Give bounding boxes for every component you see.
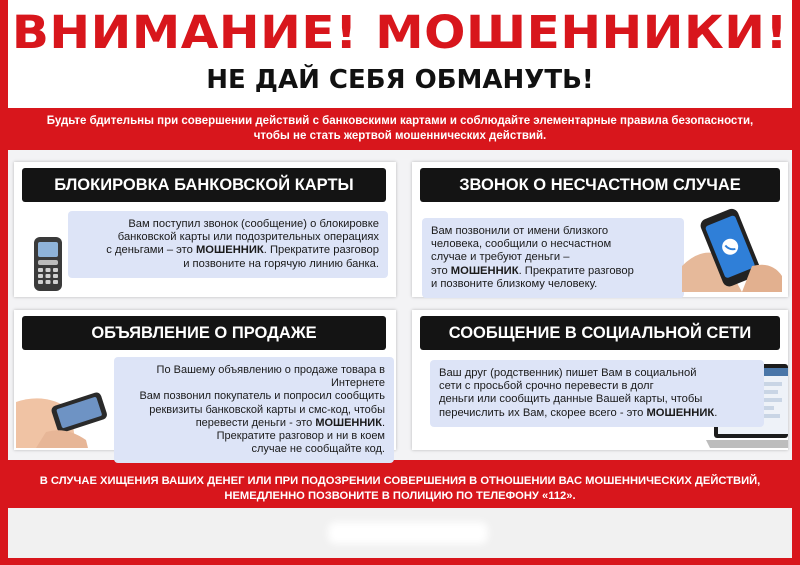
content-area [8,150,792,460]
hands-smartphone-icon [16,382,112,448]
card-title-block-card: БЛОКИРОВКА БАНКОВСКОЙ КАРТЫ [22,168,386,202]
card-title-accident-call: ЗВОНОК О НЕСЧАСТНОМ СЛУЧАЕ [420,168,780,202]
card-text-social-message: Ваш друг (родственник) пишет Вам в социальной сети с просьбой срочно перевести в долг деньги или сообщить данные Вашей карты, чтобы перечислить их Вам, скорее всего - это МОШЕННИК. [430,360,764,427]
feature-phone-icon [32,236,64,292]
page-subtitle: НЕ ДАЙ СЕБЯ ОБМАНУТЬ! [206,65,594,95]
card-text-accident-call: Вам позвонили от имени близкого человека, сообщили о несчастном случае и требуют деньги – это МОШЕННИК. Прекратите разговор и позвоните близкому человеку. [422,218,684,298]
page-title: ВНИМАНИЕ! МОШЕННИКИ! [11,6,789,59]
card-accident-call [412,162,788,297]
footer-area [8,508,792,558]
card-text-sale-ad: По Вашему объявлению о продаже товара в Интернете Вам позвонил покупатель и попросил сообщить реквизиты банковской карты и смс-код, чтобы перевести деньги - это МОШЕННИК. Прекратите разговор и ни в коем случае не сообщайте код. [114,357,394,463]
card-block-card [14,162,396,297]
card-title-social-message: СООБЩЕНИЕ В СОЦИАЛЬНОЙ СЕТИ [420,316,780,350]
intro-text: Будьте бдительны при совершении действий с банковскими картами и соблюдайте элементарные правила безопасности, чтобы не стать жертвой мошеннических действий. [46,115,754,142]
smartphone-call-icon [682,206,782,292]
header-area [8,0,792,108]
police-warning: В СЛУЧАЕ ХИЩЕНИЯ ВАШИХ ДЕНЕГ ИЛИ ПРИ ПОДОЗРЕНИИ СОВЕРШЕНИЯ В ОТНОШЕНИИ ВАС МОШЕННИЧЕСКИХ ДЕЙСТВИЙ, НЕМЕДЛЕННО ПОЗВОНИТЕ В ПОЛИЦИЮ ПО ТЕЛЕФОНУ «112». [39,475,761,502]
card-sale-ad [14,310,396,456]
card-text-block-card: Вам поступил звонок (сообщение) о блокировке банковской карты или подозрительных операциях с деньгами – это МОШЕННИК. Прекратите разговор и позвоните на горячую линию банка. [68,211,388,278]
card-title-sale-ad: ОБЪЯВЛЕНИЕ О ПРОДАЖЕ [22,316,386,350]
card-social-message [412,310,788,450]
blurred-region [328,522,488,544]
